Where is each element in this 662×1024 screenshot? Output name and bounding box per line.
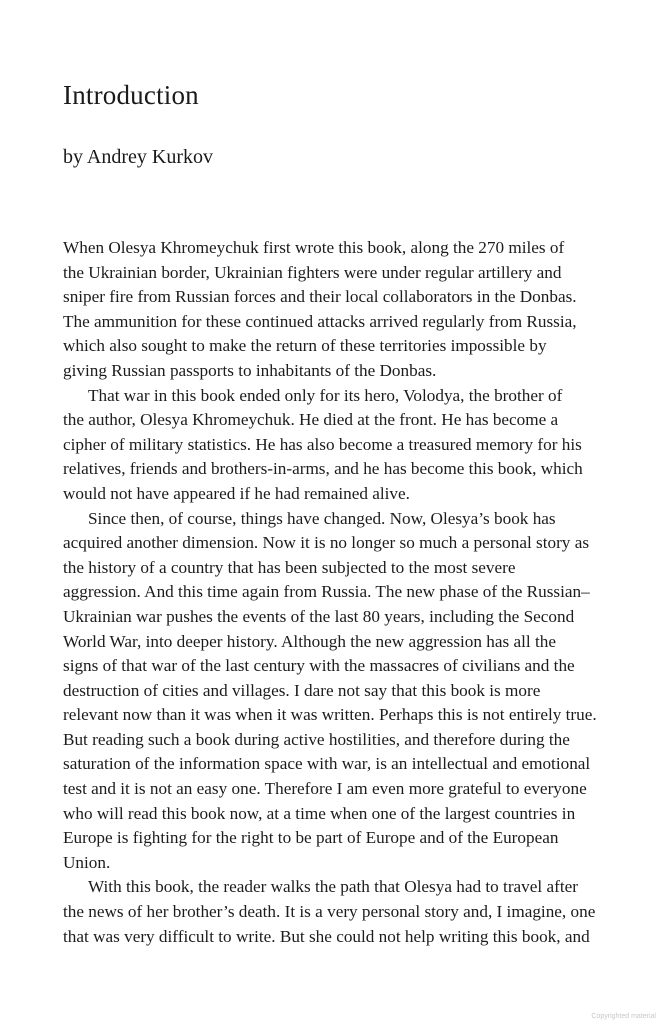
text-line: the author, Olesya Khromeychuk. He died at the front. He has become a (63, 410, 559, 430)
text-line: Ukrainian war pushes the events of the last 80 years, including the Second (63, 606, 575, 626)
text-line: relatives, friends and brothers-in-arms, and he has become this book, which (63, 459, 583, 479)
text-line: giving Russian passports to inhabitants of the Donbas. (63, 360, 437, 380)
author-byline: by Andrey Kurkov (63, 146, 213, 168)
text-line: destruction of cities and villages. I dare not say that this book is more (63, 680, 541, 700)
text-line: World War, into deeper history. Although the new aggression has all the (63, 631, 556, 651)
paragraph-2 (63, 384, 613, 507)
text-line: acquired another dimension. Now it is no longer so much a personal story as (63, 533, 590, 553)
text-line: the history of a country that has been subjected to the most severe (63, 557, 516, 577)
chapter-title: Introduction (63, 80, 199, 110)
text-line: With this book, the reader walks the path that Olesya had to travel after (88, 877, 578, 897)
text-line: That war in this book ended only for its hero, Volodya, the brother of (88, 385, 563, 405)
text-line: saturation of the information space with war, is an intellectual and emotional (63, 754, 591, 774)
paragraph-4 (63, 875, 613, 949)
text-line: the news of her brother’s death. It is a very personal story and, I imagine, one (63, 902, 596, 922)
text-line: But reading such a book during active hostilities, and therefore during the (63, 729, 570, 749)
text-line: which also sought to make the return of these territories impossible by (63, 336, 547, 356)
text-line: who will read this book now, at a time when one of the largest countries in (63, 803, 576, 823)
text-line: test and it is not an easy one. Therefore I am even more grateful to everyone (63, 779, 587, 799)
text-line: relevant now than it was when it was written. Perhaps this is not entirely true. (63, 705, 597, 725)
text-line: signs of that war of the last century with the massacres of civilians and the (63, 656, 575, 676)
paragraph-1 (63, 236, 613, 384)
text-line: aggression. And this time again from Russia. The new phase of the Russian– (63, 582, 590, 602)
text-line: Europe is fighting for the right to be part of Europe and of the European (63, 828, 559, 848)
text-line: would not have appeared if he had remained alive. (63, 483, 410, 503)
body-text (63, 236, 613, 949)
text-line: When Olesya Khromeychuk first wrote this book, along the 270 miles of (63, 238, 565, 257)
text-line: that was very difficult to write. But she could not help writing this book, and (63, 926, 590, 946)
paragraph-3 (63, 507, 613, 876)
text-line: cipher of military statistics. He has also become a treasured memory for his (63, 434, 582, 454)
text-line: The ammunition for these continued attacks arrived regularly from Russia, (63, 311, 577, 331)
text-line: Union. (63, 852, 111, 872)
text-line: sniper fire from Russian forces and their local collaborators in the Donbas. (63, 287, 577, 307)
text-line: Since then, of course, things have changed. Now, Olesya’s book has (88, 508, 556, 528)
text-line: the Ukrainian border, Ukrainian fighters were under regular artillery and (63, 262, 562, 282)
copyright-watermark: Copyrighted material (591, 1013, 656, 1020)
